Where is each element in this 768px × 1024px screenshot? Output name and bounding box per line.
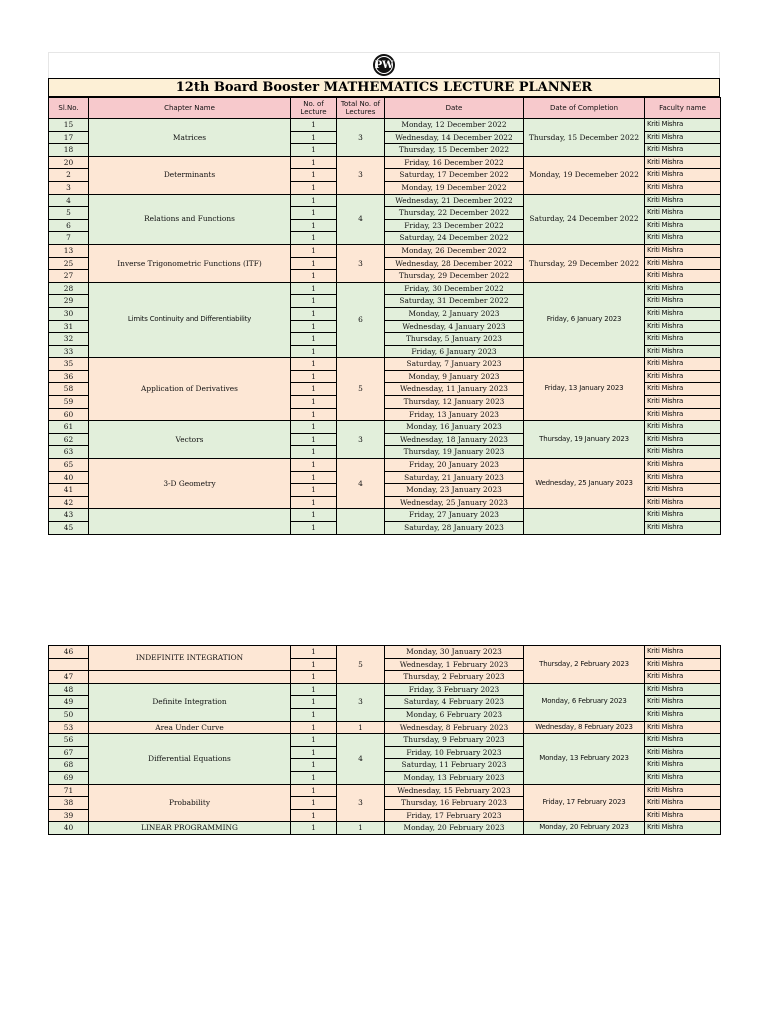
faculty-name-cell: Kriti Mishra	[645, 784, 721, 797]
sl-no-cell: 69	[49, 771, 89, 784]
lecture-count-cell: 1	[291, 708, 337, 721]
sl-no-cell: 50	[49, 708, 89, 721]
planner-title: 12th Board Booster MATHEMATICS LECTURE PLANNER	[48, 78, 720, 97]
date-cell: Wednesday, 4 January 2023	[385, 320, 524, 333]
lecture-count-cell: 1	[291, 658, 337, 671]
total-lectures-cell: 5	[337, 358, 385, 421]
date-cell: Wednesday, 28 December 2022	[385, 257, 524, 270]
sl-no-cell: 5	[49, 207, 89, 220]
faculty-name-cell: Kriti Mishra	[645, 370, 721, 383]
completion-date-cell	[524, 509, 645, 534]
sl-no-cell: 56	[49, 734, 89, 747]
sl-no-cell: 40	[49, 822, 89, 835]
lecture-count-cell: 1	[291, 771, 337, 784]
sl-no-cell: 17	[49, 131, 89, 144]
header-total-lectures: Total No. of Lectures	[337, 98, 385, 119]
table-row	[49, 784, 721, 797]
completion-date-cell: Friday, 13 January 2023	[524, 358, 645, 421]
lecture-count-cell: 1	[291, 144, 337, 157]
date-cell: Wednesday, 18 January 2023	[385, 433, 524, 446]
lecture-count-cell: 1	[291, 320, 337, 333]
date-cell: Thursday, 16 February 2023	[385, 797, 524, 810]
completion-date-cell: Wednesday, 25 January 2023	[524, 459, 645, 509]
sl-no-cell: 43	[49, 509, 89, 522]
date-cell: Saturday, 31 December 2022	[385, 295, 524, 308]
faculty-name-cell: Kriti Mishra	[645, 683, 721, 696]
faculty-name-cell: Kriti Mishra	[645, 646, 721, 659]
date-cell: Monday, 13 February 2023	[385, 771, 524, 784]
chapter-name-cell: Area Under Curve	[89, 721, 291, 734]
header-date: Date	[385, 98, 524, 119]
chapter-name-cell	[89, 671, 291, 684]
sl-no-cell: 63	[49, 446, 89, 459]
faculty-name-cell: Kriti Mishra	[645, 307, 721, 320]
faculty-name-cell: Kriti Mishra	[645, 169, 721, 182]
faculty-name-cell: Kriti Mishra	[645, 822, 721, 835]
faculty-name-cell: Kriti Mishra	[645, 219, 721, 232]
total-lectures-cell: 3	[337, 119, 385, 157]
sl-no-cell: 28	[49, 282, 89, 295]
sl-no-cell: 65	[49, 459, 89, 472]
date-cell: Wednesday, 14 December 2022	[385, 131, 524, 144]
sl-no-cell: 71	[49, 784, 89, 797]
sl-no-cell: 33	[49, 345, 89, 358]
lecture-count-cell: 1	[291, 471, 337, 484]
date-cell: Monday, 16 January 2023	[385, 421, 524, 434]
faculty-name-cell: Kriti Mishra	[645, 320, 721, 333]
lecture-count-cell: 1	[291, 408, 337, 421]
faculty-name-cell: Kriti Mishra	[645, 721, 721, 734]
lecture-count-cell: 1	[291, 333, 337, 346]
lecture-count-cell: 1	[291, 671, 337, 684]
date-cell: Friday, 13 January 2023	[385, 408, 524, 421]
total-lectures-cell: 4	[337, 194, 385, 244]
faculty-name-cell: Kriti Mishra	[645, 282, 721, 295]
lecture-count-cell: 1	[291, 809, 337, 822]
sl-no-cell: 2	[49, 169, 89, 182]
pw-logo-icon: PW	[373, 54, 395, 76]
chapter-name-cell: INDEFINITE INTEGRATION	[89, 646, 291, 671]
chapter-name-cell: Limits Continuity and Differentiability	[89, 282, 291, 358]
sl-no-cell: 25	[49, 257, 89, 270]
header-date-of-completion: Date of Completion	[524, 98, 645, 119]
table-row	[49, 421, 721, 434]
date-cell: Monday, 9 January 2023	[385, 370, 524, 383]
faculty-name-cell: Kriti Mishra	[645, 207, 721, 220]
lecture-count-cell: 1	[291, 194, 337, 207]
faculty-name-cell: Kriti Mishra	[645, 295, 721, 308]
table-row	[49, 734, 721, 747]
faculty-name-cell: Kriti Mishra	[645, 408, 721, 421]
chapter-name-cell: Relations and Functions	[89, 194, 291, 244]
sl-no-cell: 18	[49, 144, 89, 157]
sl-no-cell: 30	[49, 307, 89, 320]
date-cell: Thursday, 15 December 2022	[385, 144, 524, 157]
lecture-count-cell: 1	[291, 784, 337, 797]
lecture-count-cell: 1	[291, 496, 337, 509]
lecture-count-cell: 1	[291, 734, 337, 747]
header-faculty-name: Faculty name	[645, 98, 721, 119]
faculty-name-cell: Kriti Mishra	[645, 771, 721, 784]
faculty-name-cell: Kriti Mishra	[645, 333, 721, 346]
sl-no-cell: 61	[49, 421, 89, 434]
completion-date-cell: Thursday, 29 December 2022	[524, 244, 645, 282]
date-cell: Monday, 2 January 2023	[385, 307, 524, 320]
sl-no-cell: 27	[49, 270, 89, 283]
sl-no-cell: 36	[49, 370, 89, 383]
date-cell: Thursday, 22 December 2022	[385, 207, 524, 220]
completion-date-cell: Thursday, 2 February 2023	[524, 646, 645, 684]
sl-no-cell: 32	[49, 333, 89, 346]
lecture-count-cell: 1	[291, 396, 337, 409]
sl-no-cell: 48	[49, 683, 89, 696]
date-cell: Monday, 12 December 2022	[385, 119, 524, 132]
sl-no-cell: 15	[49, 119, 89, 132]
table-row	[49, 358, 721, 371]
date-cell: Monday, 26 December 2022	[385, 244, 524, 257]
sl-no-cell: 41	[49, 484, 89, 497]
completion-date-cell: Monday, 13 February 2023	[524, 734, 645, 784]
lecture-count-cell: 1	[291, 358, 337, 371]
lecture-count-cell: 1	[291, 522, 337, 535]
total-lectures-cell: 3	[337, 421, 385, 459]
date-cell: Thursday, 2 February 2023	[385, 671, 524, 684]
table-row	[49, 509, 721, 522]
date-cell: Saturday, 7 January 2023	[385, 358, 524, 371]
lecture-count-cell: 1	[291, 169, 337, 182]
total-lectures-cell: 1	[337, 721, 385, 734]
sl-no-cell: 31	[49, 320, 89, 333]
sl-no-cell: 60	[49, 408, 89, 421]
sl-no-cell: 47	[49, 671, 89, 684]
date-cell: Thursday, 5 January 2023	[385, 333, 524, 346]
sl-no-cell: 35	[49, 358, 89, 371]
faculty-name-cell: Kriti Mishra	[645, 257, 721, 270]
lecture-count-cell: 1	[291, 646, 337, 659]
sl-no-cell: 62	[49, 433, 89, 446]
date-cell: Saturday, 4 February 2023	[385, 696, 524, 709]
header-chapter-name: Chapter Name	[89, 98, 291, 119]
completion-date-cell: Monday, 6 February 2023	[524, 683, 645, 721]
lecture-count-cell: 1	[291, 370, 337, 383]
faculty-name-cell: Kriti Mishra	[645, 244, 721, 257]
sl-no-cell: 59	[49, 396, 89, 409]
sl-no-cell: 45	[49, 522, 89, 535]
lecture-count-cell: 1	[291, 244, 337, 257]
lecture-count-cell: 1	[291, 156, 337, 169]
lecture-count-cell: 1	[291, 345, 337, 358]
faculty-name-cell: Kriti Mishra	[645, 746, 721, 759]
chapter-name-cell: Definite Integration	[89, 683, 291, 721]
table-row	[49, 646, 721, 659]
completion-date-cell: Thursday, 15 December 2022	[524, 119, 645, 157]
total-lectures-cell	[337, 509, 385, 534]
lecture-count-cell: 1	[291, 207, 337, 220]
chapter-name-cell: Differential Equations	[89, 734, 291, 784]
date-cell: Wednesday, 8 February 2023	[385, 721, 524, 734]
total-lectures-cell: 4	[337, 459, 385, 509]
table-row	[49, 459, 721, 472]
total-lectures-cell: 3	[337, 156, 385, 194]
lecture-count-cell: 1	[291, 797, 337, 810]
table-row	[49, 119, 721, 132]
lecture-count-cell: 1	[291, 119, 337, 132]
completion-date-cell: Monday, 20 February 2023	[524, 822, 645, 835]
faculty-name-cell: Kriti Mishra	[645, 509, 721, 522]
lecture-count-cell: 1	[291, 270, 337, 283]
chapter-name-cell: Vectors	[89, 421, 291, 459]
faculty-name-cell: Kriti Mishra	[645, 345, 721, 358]
date-cell: Friday, 17 February 2023	[385, 809, 524, 822]
sl-no-cell: 40	[49, 471, 89, 484]
faculty-name-cell: Kriti Mishra	[645, 144, 721, 157]
faculty-name-cell: Kriti Mishra	[645, 471, 721, 484]
faculty-name-cell: Kriti Mishra	[645, 358, 721, 371]
sl-no-cell: 58	[49, 383, 89, 396]
sl-no-cell: 29	[49, 295, 89, 308]
table-row	[49, 156, 721, 169]
lecture-count-cell: 1	[291, 131, 337, 144]
faculty-name-cell: Kriti Mishra	[645, 270, 721, 283]
faculty-name-cell: Kriti Mishra	[645, 131, 721, 144]
lecture-count-cell: 1	[291, 484, 337, 497]
total-lectures-cell: 3	[337, 244, 385, 282]
lecture-count-cell: 1	[291, 746, 337, 759]
sl-no-cell: 6	[49, 219, 89, 232]
lecture-count-cell: 1	[291, 459, 337, 472]
lecture-count-cell: 1	[291, 219, 337, 232]
faculty-name-cell: Kriti Mishra	[645, 797, 721, 810]
sl-no-cell: 67	[49, 746, 89, 759]
faculty-name-cell: Kriti Mishra	[645, 708, 721, 721]
lecture-count-cell: 1	[291, 759, 337, 772]
chapter-name-cell: LINEAR PROGRAMMING	[89, 822, 291, 835]
date-cell: Thursday, 19 January 2023	[385, 446, 524, 459]
faculty-name-cell: Kriti Mishra	[645, 496, 721, 509]
lecture-count-cell: 1	[291, 307, 337, 320]
chapter-name-cell: Inverse Trigonometric Functions (ITF)	[89, 244, 291, 282]
date-cell: Saturday, 11 February 2023	[385, 759, 524, 772]
lecture-count-cell: 1	[291, 683, 337, 696]
table-row	[49, 683, 721, 696]
faculty-name-cell: Kriti Mishra	[645, 156, 721, 169]
chapter-name-cell: Probability	[89, 784, 291, 822]
faculty-name-cell: Kriti Mishra	[645, 759, 721, 772]
date-cell: Wednesday, 25 January 2023	[385, 496, 524, 509]
date-cell: Friday, 23 December 2022	[385, 219, 524, 232]
date-cell: Thursday, 9 February 2023	[385, 734, 524, 747]
chapter-name-cell: Application of Derivatives	[89, 358, 291, 421]
faculty-name-cell: Kriti Mishra	[645, 194, 721, 207]
sl-no-cell	[49, 658, 89, 671]
faculty-name-cell: Kriti Mishra	[645, 459, 721, 472]
faculty-name-cell: Kriti Mishra	[645, 522, 721, 535]
date-cell: Friday, 16 December 2022	[385, 156, 524, 169]
lecture-count-cell: 1	[291, 721, 337, 734]
faculty-name-cell: Kriti Mishra	[645, 232, 721, 245]
sl-no-cell: 68	[49, 759, 89, 772]
date-cell: Saturday, 24 December 2022	[385, 232, 524, 245]
chapter-name-cell	[89, 509, 291, 534]
lecture-count-cell: 1	[291, 446, 337, 459]
completion-date-cell: Saturday, 24 December 2022	[524, 194, 645, 244]
lecture-count-cell: 1	[291, 509, 337, 522]
lecture-count-cell: 1	[291, 257, 337, 270]
table-header-row	[49, 98, 721, 119]
date-cell: Thursday, 29 December 2022	[385, 270, 524, 283]
date-cell: Thursday, 12 January 2023	[385, 396, 524, 409]
date-cell: Friday, 3 February 2023	[385, 683, 524, 696]
faculty-name-cell: Kriti Mishra	[645, 658, 721, 671]
total-lectures-cell: 3	[337, 683, 385, 721]
date-cell: Friday, 20 January 2023	[385, 459, 524, 472]
sl-no-cell: 46	[49, 646, 89, 659]
header-sl-no: Sl.No.	[49, 98, 89, 119]
completion-date-cell: Friday, 6 January 2023	[524, 282, 645, 358]
table-row	[49, 282, 721, 295]
lecture-table-part-2	[48, 645, 721, 835]
lecture-count-cell: 1	[291, 232, 337, 245]
table-row	[49, 721, 721, 734]
total-lectures-cell: 5	[337, 646, 385, 684]
chapter-name-cell: Determinants	[89, 156, 291, 194]
faculty-name-cell: Kriti Mishra	[645, 119, 721, 132]
date-cell: Saturday, 28 January 2023	[385, 522, 524, 535]
faculty-name-cell: Kriti Mishra	[645, 396, 721, 409]
header-no-of-lecture: No. of Lecture	[291, 98, 337, 119]
faculty-name-cell: Kriti Mishra	[645, 181, 721, 194]
sl-no-cell: 38	[49, 797, 89, 810]
sl-no-cell: 42	[49, 496, 89, 509]
sl-no-cell: 3	[49, 181, 89, 194]
sl-no-cell: 7	[49, 232, 89, 245]
lecture-count-cell: 1	[291, 295, 337, 308]
lecture-table-part-1	[48, 97, 721, 535]
sl-no-cell: 4	[49, 194, 89, 207]
table-row	[49, 822, 721, 835]
completion-date-cell: Monday, 19 Decemeber 2022	[524, 156, 645, 194]
total-lectures-cell: 3	[337, 784, 385, 822]
sl-no-cell: 49	[49, 696, 89, 709]
lecture-count-cell: 1	[291, 696, 337, 709]
total-lectures-cell: 4	[337, 734, 385, 784]
faculty-name-cell: Kriti Mishra	[645, 734, 721, 747]
lecture-count-cell: 1	[291, 822, 337, 835]
lecture-count-cell: 1	[291, 433, 337, 446]
faculty-name-cell: Kriti Mishra	[645, 696, 721, 709]
date-cell: Saturday, 17 December 2022	[385, 169, 524, 182]
sl-no-cell: 53	[49, 721, 89, 734]
faculty-name-cell: Kriti Mishra	[645, 383, 721, 396]
lecture-count-cell: 1	[291, 383, 337, 396]
date-cell: Monday, 30 January 2023	[385, 646, 524, 659]
date-cell: Wednesday, 15 February 2023	[385, 784, 524, 797]
chapter-name-cell: 3-D Geometry	[89, 459, 291, 509]
lecture-count-cell: 1	[291, 282, 337, 295]
date-cell: Monday, 20 February 2023	[385, 822, 524, 835]
chapter-name-cell: Matrices	[89, 119, 291, 157]
date-cell: Friday, 10 February 2023	[385, 746, 524, 759]
logo-row	[48, 52, 720, 78]
date-cell: Friday, 27 January 2023	[385, 509, 524, 522]
lecture-count-cell: 1	[291, 181, 337, 194]
date-cell: Monday, 6 February 2023	[385, 708, 524, 721]
sl-no-cell: 39	[49, 809, 89, 822]
date-cell: Wednesday, 21 December 2022	[385, 194, 524, 207]
table-row	[49, 244, 721, 257]
date-cell: Wednesday, 1 February 2023	[385, 658, 524, 671]
total-lectures-cell: 6	[337, 282, 385, 358]
total-lectures-cell: 1	[337, 822, 385, 835]
faculty-name-cell: Kriti Mishra	[645, 809, 721, 822]
table-row	[49, 194, 721, 207]
date-cell: Saturday, 21 January 2023	[385, 471, 524, 484]
completion-date-cell: Thursday, 19 January 2023	[524, 421, 645, 459]
date-cell: Monday, 23 January 2023	[385, 484, 524, 497]
sl-no-cell: 13	[49, 244, 89, 257]
date-cell: Wednesday, 11 January 2023	[385, 383, 524, 396]
faculty-name-cell: Kriti Mishra	[645, 433, 721, 446]
sl-no-cell: 20	[49, 156, 89, 169]
faculty-name-cell: Kriti Mishra	[645, 446, 721, 459]
lecture-count-cell: 1	[291, 421, 337, 434]
date-cell: Friday, 30 December 2022	[385, 282, 524, 295]
date-cell: Friday, 6 January 2023	[385, 345, 524, 358]
completion-date-cell: Friday, 17 February 2023	[524, 784, 645, 822]
faculty-name-cell: Kriti Mishra	[645, 484, 721, 497]
date-cell: Monday, 19 December 2022	[385, 181, 524, 194]
completion-date-cell: Wednesday, 8 February 2023	[524, 721, 645, 734]
faculty-name-cell: Kriti Mishra	[645, 421, 721, 434]
faculty-name-cell: Kriti Mishra	[645, 671, 721, 684]
